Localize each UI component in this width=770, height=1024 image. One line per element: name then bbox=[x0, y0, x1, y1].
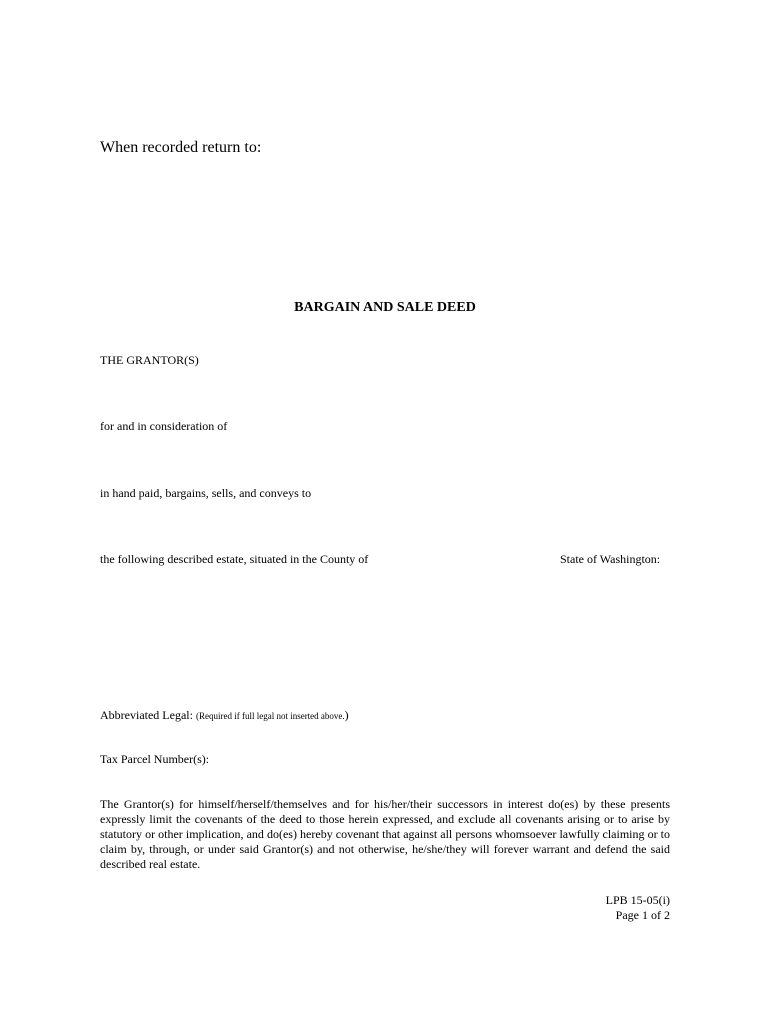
state-label: State of Washington: bbox=[560, 552, 661, 566]
grantor-label: THE GRANTOR(S) bbox=[100, 353, 199, 367]
deed-title: BARGAIN AND SALE DEED bbox=[294, 300, 476, 315]
page-footer bbox=[606, 893, 670, 923]
page-number: Page 1 of 2 bbox=[615, 908, 670, 922]
return-to-heading: When recorded return to: bbox=[100, 139, 262, 156]
abbreviated-legal-label: Abbreviated Legal: bbox=[100, 708, 196, 722]
abbreviated-legal-line bbox=[100, 709, 349, 721]
estate-county-label: the following described estate, situated in the County of bbox=[100, 552, 369, 566]
abbreviated-legal-close: ) bbox=[344, 708, 349, 722]
consideration-label: for and in consideration of bbox=[100, 419, 228, 433]
abbreviated-legal-note: (Required if full legal not inserted above. bbox=[195, 711, 345, 721]
conveys-label: in hand paid, bargains, sells, and conveys to bbox=[100, 486, 312, 500]
tax-parcel-label: Tax Parcel Number(s): bbox=[100, 752, 210, 766]
covenant-paragraph: The Grantor(s) for himself/herself/themselves and for his/her/their successors in interest do(es) by these presents expressly limit the covenants of the deed to those herein expressed, and exclude all covenants arising or to arise by statutory or other implication, and do(es) hereby covenant that against all persons whomsoever lawfully claiming or to claim by, through, or under said Grantor(s) and not otherwise, he/she/they will forever warrant and defend the said described real estate. bbox=[100, 797, 670, 871]
form-code: LPB 15-05(i) bbox=[605, 893, 670, 907]
